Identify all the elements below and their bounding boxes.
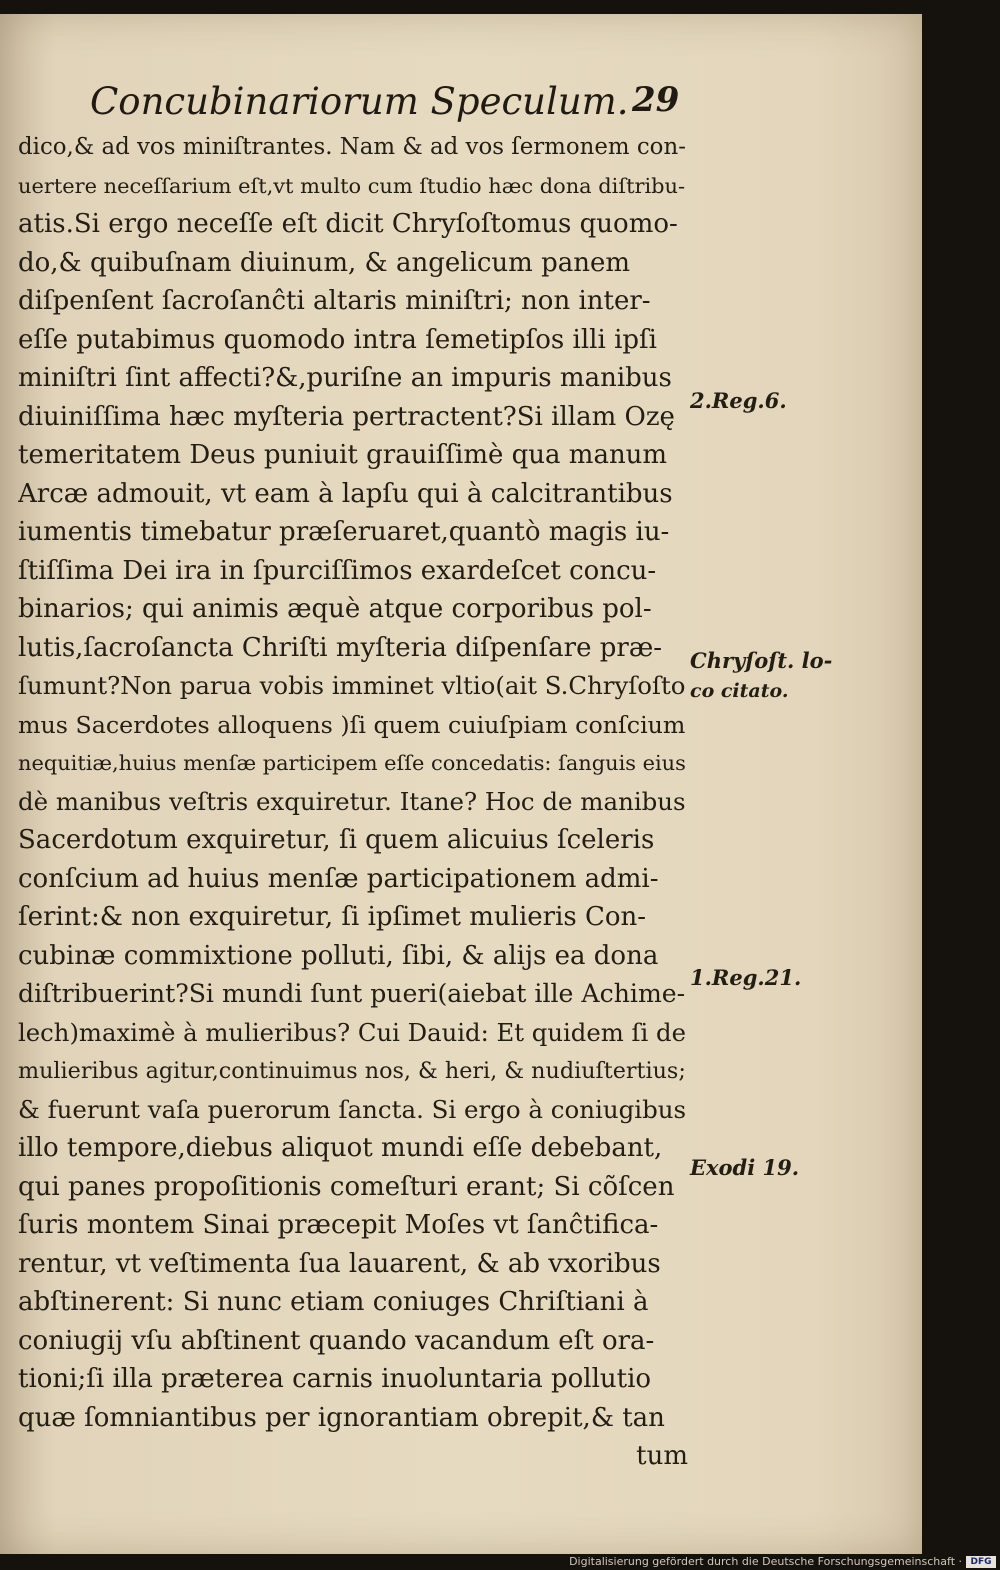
text-line: diſpenſent ſacroſanĉti altaris miniſtri; non inter- — [18, 286, 651, 316]
text-line: mulieribus agitur,continuimus nos, & heri, & nudiuſtertius; — [18, 1058, 686, 1084]
funding-credit: Digitalisierung gefördert durch die Deutsche Forschungsgemeinschaft · — [569, 1555, 962, 1568]
text-line: Sacerdotum exquiretur, ſi quem alicuius ſceleris — [18, 825, 655, 855]
book-page — [0, 14, 922, 1554]
page-number: 29 — [632, 80, 680, 120]
text-line: quæ ſomniantibus per ignorantiam obrepit,& tan — [18, 1402, 665, 1433]
text-line: diuiniſſima hæc myſteria pertractent?Si illam Ozę — [18, 401, 675, 432]
text-line: do,& quibuſnam diuinum, & angelicum panem — [18, 247, 631, 278]
text-line: ſerint:& non exquiretur, ſi ipſimet mulieris Con- — [18, 902, 647, 932]
text-line: miniſtri ſint affecti?&,puriſne an impuris manibus — [18, 363, 672, 393]
text-line: Arcæ admouit, vt eam à lapſu qui à calcitrantibus — [18, 478, 673, 509]
margin-note-2 — [690, 646, 832, 706]
margin-note-1 — [690, 386, 787, 416]
footer-bar — [0, 1554, 1000, 1570]
text-line: binarios; qui animis æquè atque corporibus pol- — [18, 594, 652, 624]
text-line: rentur, vt veſtimenta ſua lauarent, & ab vxoribus — [18, 1248, 661, 1279]
body-text — [18, 128, 688, 1476]
dfg-logo: DFG — [966, 1556, 996, 1568]
text-line: illo tempore,diebus aliquot mundi eſſe debebant, — [18, 1133, 663, 1163]
text-line: mus Sacerdotes alloquens )ſi quem cuiuſpiam conſcium — [18, 710, 686, 739]
text-line: dè manibus veſtris exquiretur. Itane? Hoc de manibus — [18, 786, 686, 816]
margin-note-subtext: co citato. — [690, 680, 789, 702]
text-line: dico,& ad vos miniſtrantes. Nam & ad vos ſermonem con- — [18, 134, 686, 160]
text-line: uertere neceſſarium eſt,vt multo cum ſtudio hæc dona diſtribu- — [18, 173, 686, 198]
margin-note-text: Exodi 19. — [690, 1155, 800, 1180]
margin-note-text: 2.Reg.6. — [690, 388, 787, 413]
text-line: iumentis timebatur præſeruaret,quantò magis iu- — [18, 517, 670, 547]
text-line: diſtribuerint?Si mundi ſunt pueri(aiebat ille Achime- — [18, 979, 686, 1008]
text-line: temeritatem Deus puniuit grauiſſimè qua manum — [18, 440, 668, 470]
text-line: nequitiæ,huius menſæ participem eſſe concedatis: ſanguis eius — [18, 751, 686, 775]
margin-note-3 — [690, 963, 801, 993]
text-line: lech)maximè à mulieribus? Cui Dauid: Et quidem ſi de — [18, 1017, 686, 1047]
text-line: eſſe putabimus quomodo intra ſemetipſos illi ipſi — [18, 324, 657, 355]
margin-note-4 — [690, 1153, 799, 1183]
text-line: tioni;ſi illa præterea carnis inuoluntaria pollutio — [18, 1364, 652, 1394]
text-line: ſuris montem Sinai præcepit Moſes vt ſanĉtifica- — [18, 1210, 659, 1240]
catchword: tum — [636, 1441, 688, 1471]
text-line: atis.Si ergo neceſſe eſt dicit Chryſoſtomus quomo- — [18, 209, 678, 239]
text-line: ſumunt?Non parua vobis imminet vltio(ait S.Chryſoſto — [18, 671, 686, 700]
text-line: abſtinerent: Si nunc etiam coniuges Chriſtiani à — [18, 1287, 649, 1317]
margin-note-text: 1.Reg.21. — [690, 965, 802, 990]
margin-note-text: Chryſoſt. lo- — [690, 648, 833, 673]
text-line: conſcium ad huius menſæ participationem admi- — [18, 863, 659, 894]
text-line: qui panes propoſitionis comeſturi erant; Si cõſcen — [18, 1171, 675, 1202]
text-line: ſtiſſima Dei ira in ſpurciſſimos exardeſcet concu- — [18, 555, 657, 586]
running-title: Concubinariorum Speculum. — [90, 80, 629, 123]
text-line: cubinæ commixtione polluti, ſibi, & alijs ea dona — [18, 940, 659, 971]
text-line: lutis,ſacroſancta Chriſti myſteria diſpenſare præ- — [18, 632, 663, 663]
text-line: coniugij vſu abſtinent quando vacandum eſt ora- — [18, 1325, 655, 1356]
text-line: & fuerunt vaſa puerorum ſancta. Si ergo à coniugibus — [18, 1094, 687, 1124]
